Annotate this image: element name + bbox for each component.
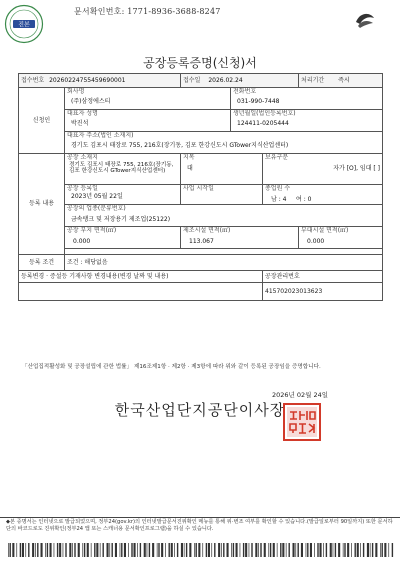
phone-field: 전화번호 031-990-7448 (231, 88, 383, 110)
receipt-date: 접수일 2026.02.24 (181, 74, 299, 88)
representative-address-field: 대표자 주소(법인 소재지) 경기도 김포시 태장로 755, 216호(장기동, 김포 한강신도시 GTower지식산업센터) (65, 132, 383, 154)
certification-notice: 「산업집적활성화 및 공장설립에 관한 법률」 제16조제1항 · 제2항 · 제3항에 따라 위와 같이 등록된 공장임을 증명합니다. (22, 364, 321, 370)
employee-count-field: 종업원 수 남 : 4 여 : 0 (263, 185, 383, 205)
government-emblem-icon (352, 6, 378, 32)
representative-name-field: 대표자 성명 박진석 (65, 110, 231, 132)
footer-verification-note: ◆본 증명서는 인터넷으로 발급되었으며, 정부24(gov.kr)의 인터넷발급문서진위확인 메뉴를 통해 위·변조 여부를 확인할 수 있습니다.(발급일로부터 90일까지) 또한 문서하단의 바코드로도 진위확인(정부24 앱 또는 스캐너용 문서확인프로그램)을 하실 수 있습니다. (6, 519, 393, 533)
receipt-number: 접수번호 20260224755459690001 (19, 74, 181, 88)
document-confirm-number: 문서확인번호: 1771-8936-3688-8247 (74, 7, 221, 16)
management-number-label: 공장관리번호 (263, 271, 383, 283)
business-start-field: 사업 시작일 (181, 185, 263, 205)
condition-section-label: 등록 조건 (19, 255, 65, 271)
receipt-row (19, 74, 383, 88)
manufacturing-area-field: 제조시설 면적(㎡) 113.067 (181, 227, 299, 249)
birth-date-field: 생년월일(법인등록번호) 124411-0205444 (231, 110, 383, 132)
management-number-value: 415702023013623 (263, 283, 383, 301)
condition-value: 조건 : 해당없음 (65, 255, 383, 271)
registration-section-label: 등록 내용 (19, 154, 65, 255)
registration-form-table (18, 73, 383, 301)
registration-date-field: 공장 등록일 2023년 05월 22일 (65, 185, 181, 205)
svg-text:진본: 진본 (18, 21, 30, 29)
verification-barcode-icon (6, 543, 394, 557)
industry-field: 공장의 업종(분류번호) 금속탱크 및 저장용기 제조업(25122) (65, 205, 383, 227)
authentic-seal-icon (4, 4, 44, 44)
site-area-field: 공장 부지 면적(㎡) 0.000 (65, 227, 181, 249)
factory-address-field: 공장 소재지 경기도 김포시 태장로 755, 216호(장기동, 김포 한강신도시 GTower지식산업센터) (65, 154, 181, 185)
issue-date: 2026년 02월 24일 (272, 391, 329, 399)
applicant-section-label: 신청인 (19, 88, 65, 154)
auxiliary-area-field: 부대시설 면적(㎡) 0.000 (299, 227, 383, 249)
company-name-field: 회사명 (주)삼정에스티 (65, 88, 231, 110)
land-category-field: 지목 대 (181, 154, 263, 185)
change-history-label: 등록변경 · 증설등 기재사항 변경내용(변경 날짜 및 내용) (19, 271, 263, 283)
issuer-name: 한국산업단지공단이사장 (114, 401, 286, 419)
ownership-field: 보유구분 자가 [O], 임대 [ ] (263, 154, 383, 185)
page-title: 공장등록증명(신청)서 (143, 56, 257, 70)
footer-divider (0, 517, 400, 518)
official-stamp-icon (282, 402, 322, 442)
processing-period: 처리기간 즉시 (299, 74, 383, 88)
change-history-content (19, 283, 263, 301)
